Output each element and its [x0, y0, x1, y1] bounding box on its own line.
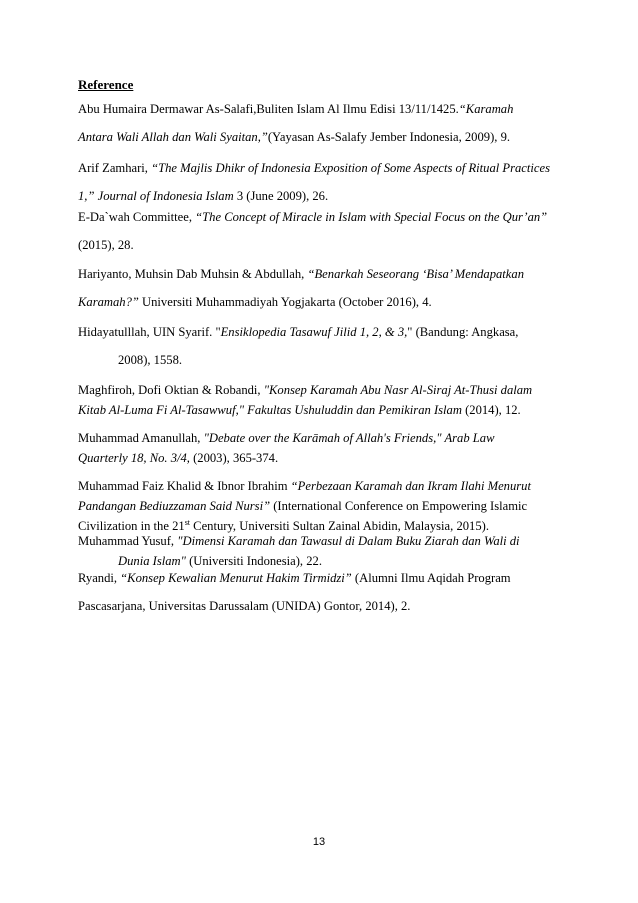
reference-entry: Maghfiroh, Dofi Oktian & Robandi, "Konsep Karamah Abu Nasr Al-Siraj At-Thusi dalam Kitab Al-Luma Fi Al-Tasawwuf," Fakultas Ushuluddin dan Pemikiran Islam (2014), 12. — [78, 383, 533, 417]
reference-entry: Arif Zamhari, “The Majlis Dhikr of Indonesia Exposition of Some Aspects of Ritual Practices 1,” Journal of Indonesia Islam 3 (June 2009), 26. — [78, 161, 550, 203]
reference-heading: Reference — [78, 77, 134, 92]
reference-entry: Muhammad Faiz Khalid & Ibnor Ibrahim “Perbezaan Karamah dan Ikram Ilahi Menurut Pandangan Bediuzzaman Said Nursi” (International Conference on Empowering Islamic Civilization in the 21st Century, Universiti Sultan Zainal Abidin, Malaysia, 2015). — [78, 479, 531, 533]
page-number: 13 — [312, 836, 326, 848]
reference-entry: Hariyanto, Muhsin Dab Muhsin & Abdullah, “Benarkah Seseorang ‘Bisa’ Mendapatkan Karamah?” Universiti Muhammadiyah Yogjakarta (October 2016), 4. — [78, 267, 524, 309]
reference-entry: Muhammad Amanullah, "Debate over the Karāmah of Allah's Friends," Arab Law Quarterly 18, No. 3/4, (2003), 365-374. — [78, 431, 495, 465]
reference-entry: Muhammad Yusuf, "Dimensi Karamah dan Tawasul di Dalam Buku Ziarah dan Wali di Dunia Islam" (Universiti Indonesia), 22. — [78, 534, 520, 568]
reference-entry: E-Da`wah Committee, “The Concept of Miracle in Islam with Special Focus on the Qur’an” (2015), 28. — [78, 210, 548, 252]
reference-entry: Abu Humaira Dermawar As-Salafi,Buliten Islam Al Ilmu Edisi 13/11/1425.“Karamah Antara Wali Allah dan Wali Syaitan,”(Yayasan As-Salafy Jember Indonesia, 2009), 9. — [78, 102, 514, 144]
reference-entry: Hidayatulllah, UIN Syarif. "Ensiklopedia Tasawuf Jilid 1, 2, & 3," (Bandung: Angkasa, 2008), 1558. — [78, 325, 519, 367]
reference-entry: Ryandi, “Konsep Kewalian Menurut Hakim Tirmidzi” (Alumni Ilmu Aqidah Program Pascasarjana, Universitas Darussalam (UNIDA) Gontor, 2014), 2. — [78, 571, 511, 613]
